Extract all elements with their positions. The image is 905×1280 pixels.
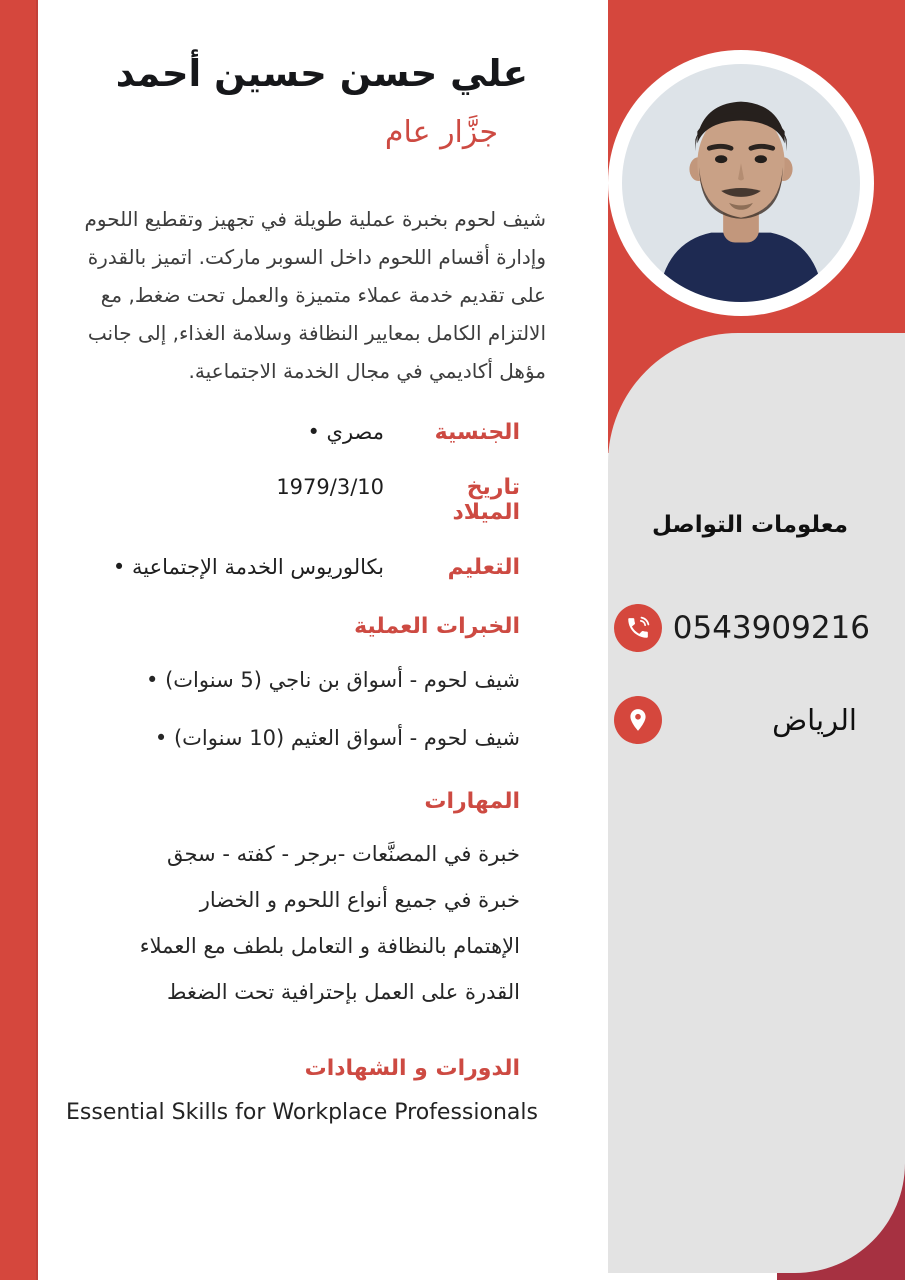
phone-icon-badge bbox=[614, 604, 662, 652]
main-content-column bbox=[38, 0, 608, 1129]
experience-item: شيف لحوم - أسواق العثيم (10 سنوات) • bbox=[154, 726, 520, 750]
course-item: Essential Skills for Workplace Professionals bbox=[66, 1100, 538, 1125]
skill-item: القدرة على العمل بإحترافية تحت الضغط bbox=[167, 980, 520, 1004]
section-skills bbox=[66, 789, 520, 1012]
field-nationality bbox=[66, 420, 520, 445]
person-name: علي حسن حسين أحمد bbox=[115, 52, 528, 95]
contact-row-location bbox=[614, 696, 857, 744]
phone-number: 0543909216 bbox=[672, 610, 870, 646]
field-value-birthdate: 1979/3/10 bbox=[276, 475, 384, 499]
location-pin-icon bbox=[625, 707, 651, 733]
field-value-nationality: مصري • bbox=[307, 420, 384, 444]
personal-fields bbox=[66, 420, 520, 580]
skill-item: الإهتمام بالنظافة و التعامل بلطف مع العملاء bbox=[139, 934, 520, 958]
field-label-birthdate: تاريخ الميلاد bbox=[452, 475, 520, 525]
location-pin-badge bbox=[614, 696, 662, 744]
skills-section-title: المهارات bbox=[424, 789, 520, 814]
section-experience bbox=[66, 614, 520, 755]
skill-item: خبرة في المصنَّعات -برجر - كفته - سجق bbox=[166, 842, 520, 866]
phone-icon bbox=[625, 615, 651, 641]
section-courses bbox=[66, 1056, 538, 1129]
profile-photo-frame bbox=[608, 50, 874, 316]
experience-section-title: الخبرات العملية bbox=[354, 614, 520, 639]
field-label-education: التعليم bbox=[447, 555, 520, 580]
profile-summary: شيف لحوم بخبرة عملية طويلة في تجهيز وتقطيع اللحوم وإدارة أقسام اللحوم داخل السوبر ماركت. اتميز بالقدرة على تقديم خدمة عملاء متميزة والعمل تحت ضغط, مع الالتزام الكامل بمعايير النظافة وسلامة الغذاء, إلى جانب مؤهل أكاديمي في مجال الخدمة الاجتماعية. bbox=[84, 207, 546, 383]
left-edge-accent-bar bbox=[0, 0, 38, 1280]
experience-item: شيف لحوم - أسواق بن ناجي (5 سنوات) • bbox=[146, 668, 520, 692]
contact-panel-background bbox=[608, 333, 905, 1273]
skill-item: خبرة في جميع أنواع اللحوم و الخضار bbox=[199, 888, 520, 912]
field-label-nationality: الجنسية bbox=[434, 420, 520, 445]
field-education bbox=[66, 555, 520, 580]
profile-photo bbox=[622, 64, 860, 302]
field-value-education: بكالوريوس الخدمة الإجتماعية • bbox=[112, 555, 384, 579]
contact-row-phone bbox=[614, 604, 870, 652]
courses-section-title: الدورات و الشهادات bbox=[304, 1056, 520, 1081]
contact-section-title: معلومات التواصل bbox=[652, 512, 848, 538]
field-birthdate bbox=[66, 475, 520, 525]
city-name: الرياض bbox=[772, 703, 857, 737]
job-title: جزَّار عام bbox=[384, 115, 498, 150]
